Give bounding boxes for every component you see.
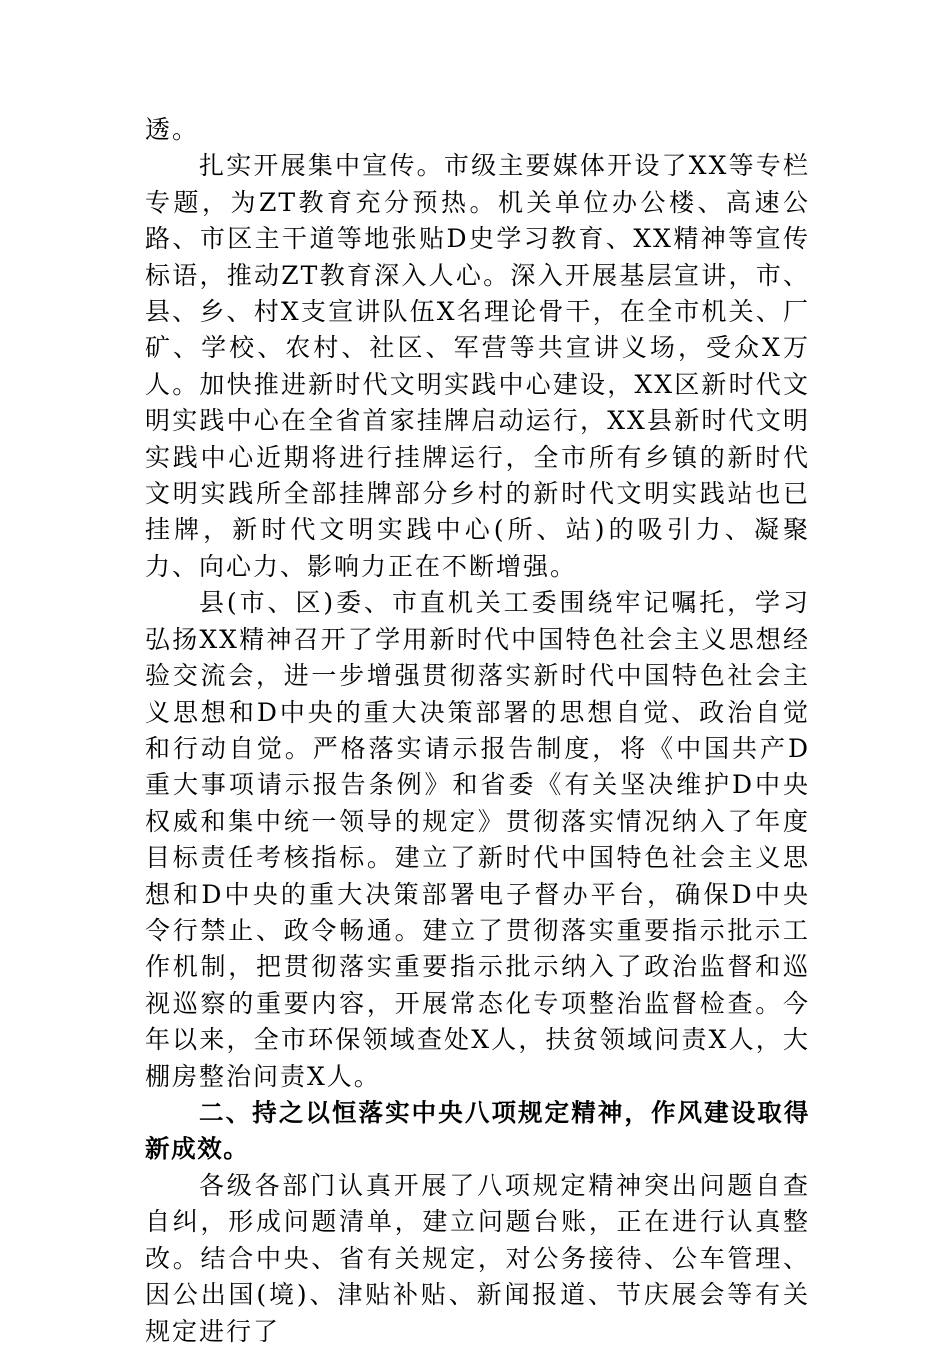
- paragraph-continuation: 透。: [145, 115, 200, 144]
- paragraph-publicity: 扎实开展集中宣传。市级主要媒体开设了XX等专栏专题，为ZT教育充分预热。机关单位办公楼、高速公路、市区主干道等地张贴D史学习教育、XX精神等宣传标语，推动ZT教育深入人心。深入开展基层宣讲，市、县、乡、村X支宣讲队伍X名理论骨干，在全市机关、厂矿、学校、农村、社区、军营等共宣讲义场，受众X万人。加快推进新时代文明实践中心建设，XX区新时代文明实践中心在全省首家挂牌启动运行，XX县新时代文明实践中心近期将进行挂牌运行，全市所有乡镇的新时代文明实践所全部挂牌部分乡村的新时代文明实践站也已挂牌，新时代文明实践中心(所、站)的吸引力、凝聚力、向心力、影响力正在不断增强。: [145, 151, 810, 581]
- document-page: [145, 112, 810, 1350]
- paragraph-instructions: 县(市、区)委、市直机关工委围绕牢记嘱托，学习弘扬XX精神召开了学用新时代中国特色社会主义思想经验交流会，进一步增强贯彻落实新时代中国特色社会主义思想和D中央的重大决策部署的思想自觉、政治自觉和行动自觉。严格落实请示报告制度，将《中国共产D重大事项请示报告条例》和省委《有关坚决维护D中央权威和集中统一领导的规定》贯彻落实情况纳入了年度目标责任考核指标。建立了新时代中国特色社会主义思想和D中央的重大决策部署电子督办平台，确保D中央令行禁止、政令畅通。建立了贯彻落实重要指示批示工作机制，把贯彻落实重要指示批示纳入了政治监督和巡视巡察的重要内容，开展常态化专项整治监督检查。今年以来，全市环保领域查处X人，扶贫领域问责X人，大棚房整治问责X人。: [145, 588, 810, 1091]
- section-heading-two: 二、持之以恒落实中央八项规定精神，作风建设取得新成效。: [145, 1097, 810, 1164]
- paragraph-rectification: 各级各部门认真开展了八项规定精神突出问题自查自纠，形成问题清单，建立问题台账，正在进行认真整改。结合中央、省有关规定，对公务接待、公车管理、因公出国(境)、津贴补贴、新闻报道、节庆展会等有关规定进行了: [145, 1170, 810, 1346]
